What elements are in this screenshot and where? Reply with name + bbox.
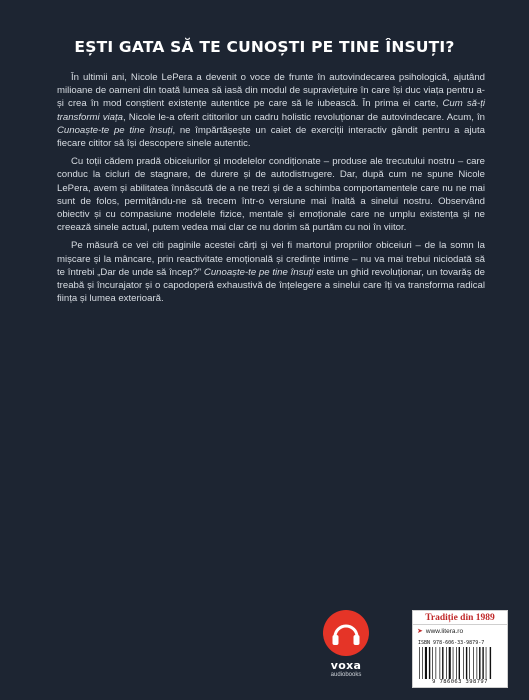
barcode-number: 9 786063 398797 — [432, 679, 488, 685]
barcode-stripe — [482, 647, 483, 679]
voxa-logo — [318, 610, 374, 688]
barcode-stripe — [449, 647, 451, 679]
barcode — [412, 637, 508, 688]
blurb-text — [57, 71, 485, 310]
barcode-stripe — [453, 647, 454, 679]
cover-heading: EȘTI GATA SĂ TE CUNOȘTI PE TINE ÎNSUȚI? — [74, 38, 455, 56]
blurb-paragraph-3 — [57, 239, 485, 305]
tradition-label: Tradiție din 1989 — [412, 610, 508, 625]
barcode-stripe — [473, 647, 474, 679]
p3-text-c: este un ghid revoluționar, un tovarăș de treabă și încurajator și o capodoperă exhaustivă de înțelegere a sinelui care îți va transforma radical ființa și lumea exterioară. — [57, 266, 485, 305]
barcode-stripe — [440, 647, 441, 679]
p1-book-title-2: Cunoaște-te pe tine însuți — [57, 124, 173, 136]
barcode-stripe — [463, 647, 464, 679]
website-label: www.litera.ro — [425, 627, 464, 635]
barcode-stripe — [429, 647, 430, 679]
p3-text-a: Pe măsură ce vei citi paginile acestei cărți și vei fi martorul propriilor obiceiuri – de la somn la mișcare și la mâncare, prin reactivitate emoțională și credințe intime – nu va mai trebui niciodată să te întrebi „Dar de unde să încep?” — [57, 240, 485, 278]
barcode-stripe — [459, 647, 460, 679]
barcode-stripe — [486, 647, 487, 679]
barcode-stripe — [477, 647, 478, 679]
blurb-paragraph-1 — [57, 71, 485, 150]
isbn-label: ISBN 978-606-33-9879-7 — [418, 640, 485, 646]
litera-bird-icon: ➤ — [417, 628, 423, 635]
barcode-stripe — [466, 647, 467, 679]
barcode-stripe — [442, 647, 443, 679]
barcode-stripe — [425, 647, 427, 679]
p1-book-title-1: Cum să-ți transformi viața — [57, 98, 486, 123]
barcode-stripe — [446, 647, 447, 679]
headphones-icon — [323, 610, 369, 656]
barcode-stripe — [490, 647, 491, 679]
barcode-stripe — [432, 647, 433, 679]
p1-text-e: , ne împărtășește un caiet de exerciții interactiv gândit pentru a ajuta fiecare cititor să își descopere sinele autentic. — [57, 124, 485, 150]
barcode-stripe — [479, 647, 480, 679]
p1-text-c: , Nicole le-a oferit cititorilor un cadru holistic revoluționar de autovindecare. Acum, în — [123, 111, 485, 123]
publisher-badge — [412, 610, 508, 690]
barcode-stripe — [419, 647, 420, 679]
barcode-bars — [418, 647, 504, 679]
barcode-stripe — [469, 647, 470, 679]
p3-book-title: Cunoaște-te pe tine însuți — [203, 266, 314, 278]
barcode-stripe — [456, 647, 457, 679]
barcode-stripe — [422, 647, 423, 679]
logo-subtitle: audiobooks — [330, 672, 362, 678]
website-row — [412, 625, 508, 637]
barcode-stripe — [436, 647, 437, 679]
logo-name: voxa — [330, 659, 362, 672]
blurb-paragraph-2: Cu toții cădem pradă obiceiurilor și modelelor condiționate – produse ale trecutului nostru – care conduc la cicluri de stagnare, de durere și de autodistrugere. Dar, după cum ne spune Nicole LePera, avem și abilitatea înnăscută de a ne trezi și de a schimba comportamentele care nu ne mai sunt de folos, permițându-ne să trecem într-o versiune mai înaltă a sinelui nostru. Observând obiectiv și cu compasiune modelele fizice, mentale și emoționale care ne umplu existența și ne creează sinele actual, putem vedea mai clar ce nu dorim să purtăm cu noi în viitor. — [57, 156, 485, 234]
p1-text-a: În ultimii ani, Nicole LePera a devenit o voce de frunte în autovindecarea psihologică, ajutând milioane de oameni din toată lumea să iasă din modul de supraviețuire în care își duc viața pentru a-și crea în mod conștient existențe autentice pe care să le iubească. În prima ei carte, — [57, 72, 485, 110]
